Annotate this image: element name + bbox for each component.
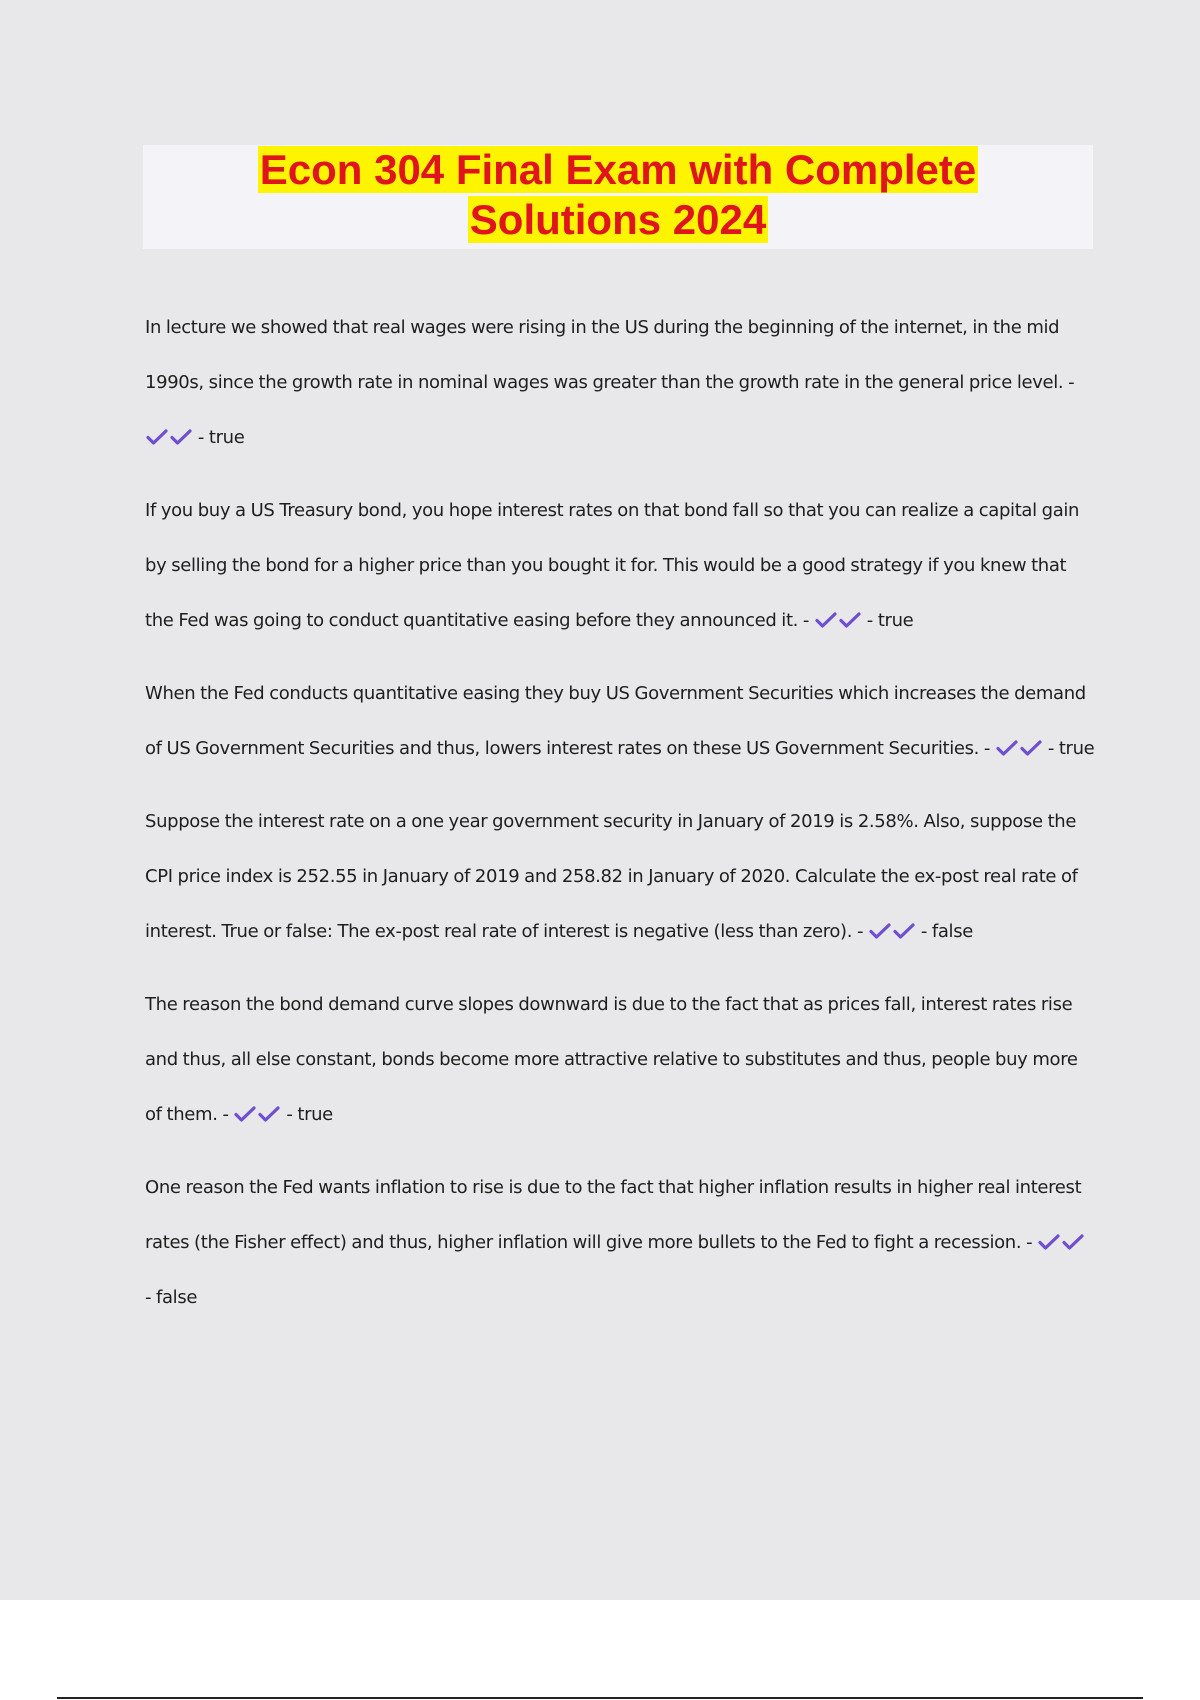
answer-text: - true (286, 1104, 333, 1125)
question-text: When the Fed conducts quantitative easing they buy US Government Securities which increases the demand of US Government Securities and thus, lowers interest rates on these US Government Securities. - (145, 683, 1086, 759)
check-mark-icon (1061, 1233, 1085, 1251)
question-text: One reason the Fed wants inflation to rise is due to the fact that higher inflation results in higher real interest rates (the Fisher effect) and thus, higher inflation will give more bullets to the Fed to fight a recession. - (145, 1177, 1082, 1253)
question-text: The reason the bond demand curve slopes downward is due to the fact that as prices fall, interest rates rise and thus, all else constant, bonds become more attractive relative to substitutes and thus, people buy more of them. - (145, 994, 1078, 1125)
title-line-2 (143, 195, 1093, 245)
check-mark-icon (892, 922, 916, 940)
question-list (145, 300, 1095, 1343)
page-title-part-2: Solutions 2024 (469, 196, 767, 243)
check-mark-icon (169, 428, 193, 446)
check-mark-icon (1037, 1233, 1061, 1251)
question-text: In lecture we showed that real wages were rising in the US during the beginning of the internet, in the mid 1990s, since the growth rate in nominal wages was greater than the growth rate in the general price level. - (145, 317, 1075, 393)
question-item (145, 1160, 1095, 1325)
question-item (145, 666, 1095, 776)
question-text: Suppose the interest rate on a one year government security in January of 2019 is 2.58%. Also, suppose the CPI price index is 252.55 in January of 2019 and 258.82 in January of 2020. Calculate the ex-post real rate of interest. True or false: The ex-post real rate of interest is negative (less than zero). - (145, 811, 1078, 942)
check-mark-icon (257, 1105, 281, 1123)
check-mark-icon (233, 1105, 257, 1123)
answer-text: - false (145, 1287, 198, 1308)
title-line-1 (143, 145, 1093, 195)
question-item (145, 483, 1095, 648)
check-mark-icon (814, 611, 838, 629)
answer-text: - true (1047, 738, 1095, 759)
question-item (145, 977, 1095, 1142)
check-mark-icon (868, 922, 892, 940)
question-item (145, 794, 1095, 959)
question-item (145, 300, 1095, 465)
check-mark-icon (145, 428, 169, 446)
answer-text: - true (197, 427, 245, 448)
page-title-part-1: Econ 304 Final Exam with Complete (259, 146, 977, 193)
title-banner (143, 145, 1093, 249)
answer-text: - false (920, 921, 973, 942)
footer-divider (57, 1697, 1143, 1699)
answer-text: - true (866, 610, 914, 631)
check-mark-icon (995, 739, 1019, 757)
question-text: If you buy a US Treasury bond, you hope interest rates on that bond fall so that you can realize a capital gain by selling the bond for a higher price than you bought it for. This would be a good strategy if you knew that the Fed was going to conduct quantitative easing before they announced it. - (145, 500, 1080, 631)
check-mark-icon (838, 611, 862, 629)
check-mark-icon (1019, 739, 1043, 757)
